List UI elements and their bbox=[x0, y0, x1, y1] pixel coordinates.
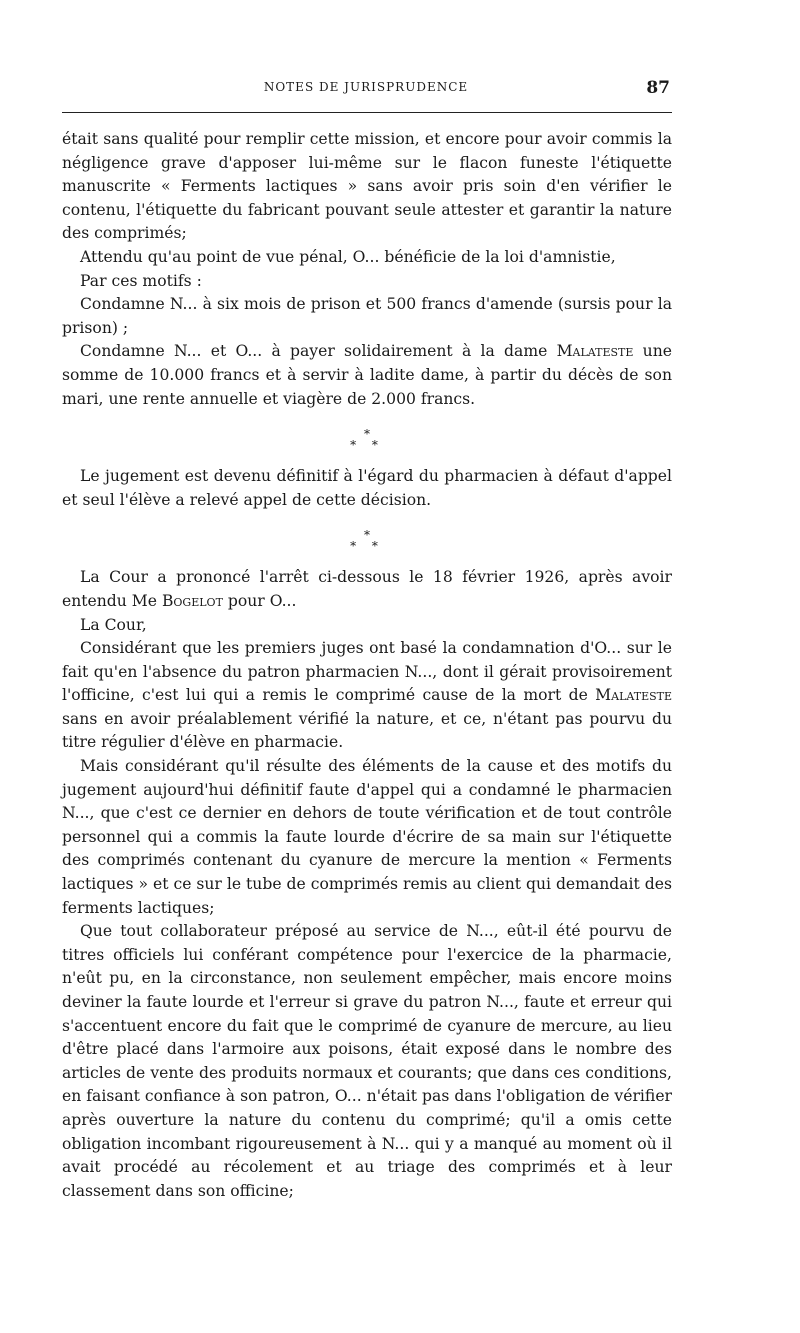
running-title: NOTES DE JURISPRUDENCE bbox=[263, 80, 469, 94]
asterism-bottom: * * bbox=[350, 539, 384, 554]
text-segment: une somme de 10.000 francs et à servir à ladite dame, à partir du décès de son mari, une rente annuelle et viagère de 2.000 francs. bbox=[62, 342, 672, 408]
page-number: 87 bbox=[646, 78, 670, 98]
paragraph-amnistie: Attendu qu'au point de vue pénal, O... bénéficie de la loi d'amnistie, bbox=[80, 247, 616, 266]
paragraph-considerant bbox=[62, 637, 672, 755]
asterism-bottom: * * bbox=[350, 438, 384, 453]
page-body bbox=[62, 128, 672, 1203]
paragraph-condamne-solidaire bbox=[62, 340, 672, 411]
asterism-top: * bbox=[364, 427, 370, 442]
text-segment: La Cour a prononcé l'arrêt ci-dessous le 18 février 1926, après avoir entendu Me bbox=[62, 568, 672, 610]
page-header bbox=[62, 78, 670, 100]
asterism-separator bbox=[62, 429, 672, 451]
paragraph-la-cour: La Cour, bbox=[80, 615, 147, 634]
paragraph-arret bbox=[62, 566, 672, 613]
asterism-top: * bbox=[364, 528, 370, 543]
text-segment: Considérant que les premiers juges ont basé la condamnation d'O... sur le fait qu'en l'absence du patron pharmacien N..., dont il gérait provisoirement l'officine, c'est lui qui a remis le comprimé cause de la mort de bbox=[62, 639, 672, 705]
text-segment: Condamne N... et O... à payer solidairement à la dame bbox=[80, 342, 557, 361]
name-bogelot: Bogelot bbox=[161, 591, 223, 610]
asterism-separator bbox=[62, 530, 672, 552]
paragraph-jugement-definitif: Le jugement est devenu définitif à l'égard du pharmacien à défaut d'appel et seul l'élève a relevé appel de cette décision. bbox=[62, 467, 672, 509]
paragraph-mais-considerant: Mais considérant qu'il résulte des éléments de la cause et des motifs du jugement aujourd'hui définitif faute d'appel qui a condamné le pharmacien N..., que c'est ce dernier en dehors de toute vérification et de tout contrôle personnel qui a commis la faute lourde d'écrire de sa main sur l'étiquette des comprimés contenant du cyanure de mercure la mention « Ferments lactiques » et ce sur le tube de comprimés remis au client qui demandait des ferments lactiques; bbox=[62, 757, 672, 917]
text-segment: pour O... bbox=[222, 591, 297, 610]
paragraph-continuation: était sans qualité pour remplir cette mission, et encore pour avoir commis la négligence grave d'apposer lui-même sur le flacon funeste l'étiquette manuscrite « Ferments lactiques » sans avoir pris soin d'en vérifier le contenu, l'étiquette du fabricant pouvant seule attester et garantir la nature des comprimés; bbox=[62, 130, 672, 243]
paragraph-que-tout-collaborateur: Que tout collaborateur préposé au service de N..., eût-il été pourvu de titres officiels lui conférant compétence pour l'exercice de la pharmacie, n'eût pu, en la circonstance, non seulement empêcher, mais encore moins deviner la faute lourde et l'erreur si grave du patron N..., faute et erreur qui s'accentuent encore du fait que le comprimé de cyanure de mercure, au lieu d'être placé dans l'armoire aux poisons, était exposé dans le nombre des articles de vente des produits normaux et courants; que dans ces conditions, en faisant confiance à son patron, O... n'était pas dans l'obligation de vérifier après ouverture la nature du contenu du comprimé; qu'il a omis cette obligation incombant rigoureusement à N... qui y a manqué au moment où il avait procédé au récolement et au triage des comprimés et à leur classement dans son officine; bbox=[62, 922, 672, 1200]
name-malateste: Malateste bbox=[556, 342, 634, 361]
name-malateste: Malateste bbox=[595, 686, 672, 705]
paragraph-motifs: Par ces motifs : bbox=[80, 271, 202, 290]
header-rule bbox=[62, 112, 672, 113]
paragraph-condamne-n: Condamne N... à six mois de prison et 500 francs d'amende (sursis pour la prison) ; bbox=[62, 295, 672, 337]
text-segment: sans en avoir préalablement vérifié la nature, et ce, n'étant pas pourvu du titre régulier d'élève en pharmacie. bbox=[62, 709, 672, 752]
